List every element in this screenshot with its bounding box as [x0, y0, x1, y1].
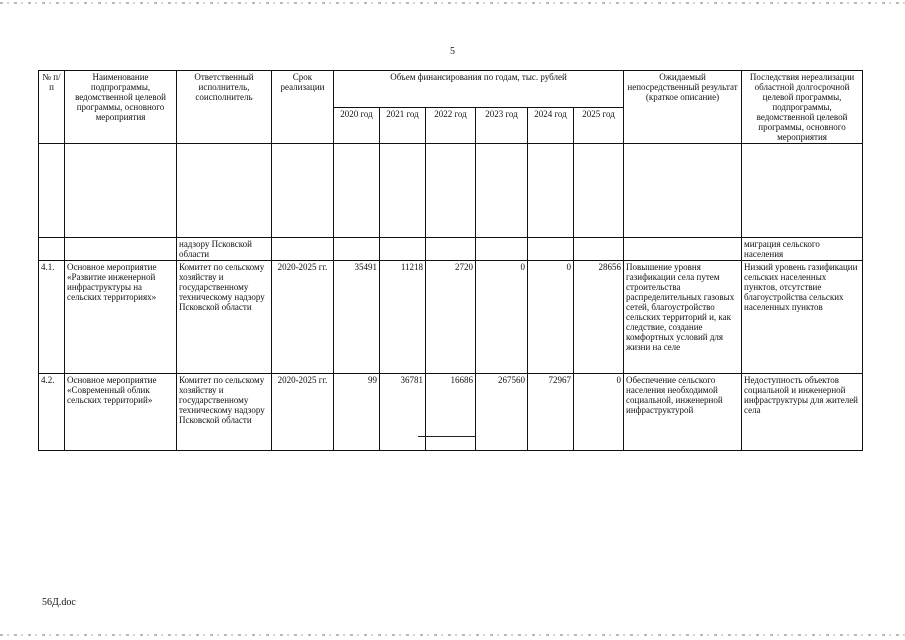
cell-executor: Комитет по сельскому хозяйству и государственному техническому надзору Псковской области — [177, 374, 272, 451]
table-row — [39, 238, 863, 261]
table-row — [39, 374, 863, 451]
cell-executor: надзору Псковской области — [177, 238, 272, 261]
cell-num: 4.1. — [39, 261, 65, 374]
header-year: 2023 год — [476, 107, 528, 144]
financing-table — [38, 70, 863, 451]
cell-result: Обеспечение сельского населения необходимой социальной, инженерной инфраструктурой — [624, 374, 742, 451]
cell-value: 36781 — [380, 374, 426, 451]
header-num: № п/п — [39, 71, 65, 144]
cell-value: 11218 — [380, 261, 426, 374]
cell-consequences: Низкий уровень газификации сельских населенных пунктов, отсутствие благоустройства сельских населенных пунктов — [742, 261, 863, 374]
cell-value: 2720 — [426, 261, 476, 374]
scan-edge-bottom — [0, 634, 905, 636]
header-year: 2022 год — [426, 107, 476, 144]
cell-value: 99 — [334, 374, 380, 451]
cell-value: 28656 — [574, 261, 624, 374]
header-result: Ожидаемый непосредственный результат (краткое описание) — [624, 71, 742, 144]
cell-result: Повышение уровня газификации села путем строительства распределительных газовых сетей, благоустройство сельских территорий и, как следствие, создание комфортных условий для жизни на селе — [624, 261, 742, 374]
header-row — [39, 71, 863, 108]
header-term: Срок реализации — [272, 71, 334, 144]
cell-name: Основное мероприятие «Современный облик сельских территорий» — [65, 374, 177, 451]
cell-value: 0 — [476, 261, 528, 374]
page-number: 5 — [450, 46, 455, 57]
cell-value: 0 — [528, 261, 574, 374]
cell-consequences: миграция сельского населения — [742, 238, 863, 261]
header-year: 2025 год — [574, 107, 624, 144]
header-financing: Объем финансирования по годам, тыс. рублей — [334, 71, 624, 108]
header-name: Наименование подпрограммы, ведомственной целевой программы, основного мероприятия — [65, 71, 177, 144]
header-executor: Ответственный исполнитель, соисполнитель — [177, 71, 272, 144]
cell-value: 267560 — [476, 374, 528, 451]
cell-value: 0 — [574, 374, 624, 451]
table-row — [39, 261, 863, 374]
scan-edge-top — [0, 2, 905, 4]
cell-term: 2020-2025 гг. — [272, 374, 334, 451]
header-consequences: Последствия нереализации областной долгосрочной целевой программы, подпрограммы, ведомственной целевой программы, основного мероприятия — [742, 71, 863, 144]
header-year: 2024 год — [528, 107, 574, 144]
cell-term: 2020-2025 гг. — [272, 261, 334, 374]
footer-filename: 56Д.doc — [42, 597, 76, 608]
cell-num: 4.2. — [39, 374, 65, 451]
cell-value: 35491 — [334, 261, 380, 374]
cell-name: Основное мероприятие «Развитие инженерной инфраструктуры на сельских территориях» — [65, 261, 177, 374]
cell-value: 72967 — [528, 374, 574, 451]
cell-executor: Комитет по сельскому хозяйству и государственному техническому надзору Псковской области — [177, 261, 272, 374]
header-year: 2020 год — [334, 107, 380, 144]
cell-consequences: Недоступность объектов социальной и инженерной инфраструктуры для жителей села — [742, 374, 863, 451]
end-divider — [418, 436, 476, 437]
header-year: 2021 год — [380, 107, 426, 144]
header-spacer-row — [39, 144, 863, 238]
cell-value: 16686 — [426, 374, 476, 451]
